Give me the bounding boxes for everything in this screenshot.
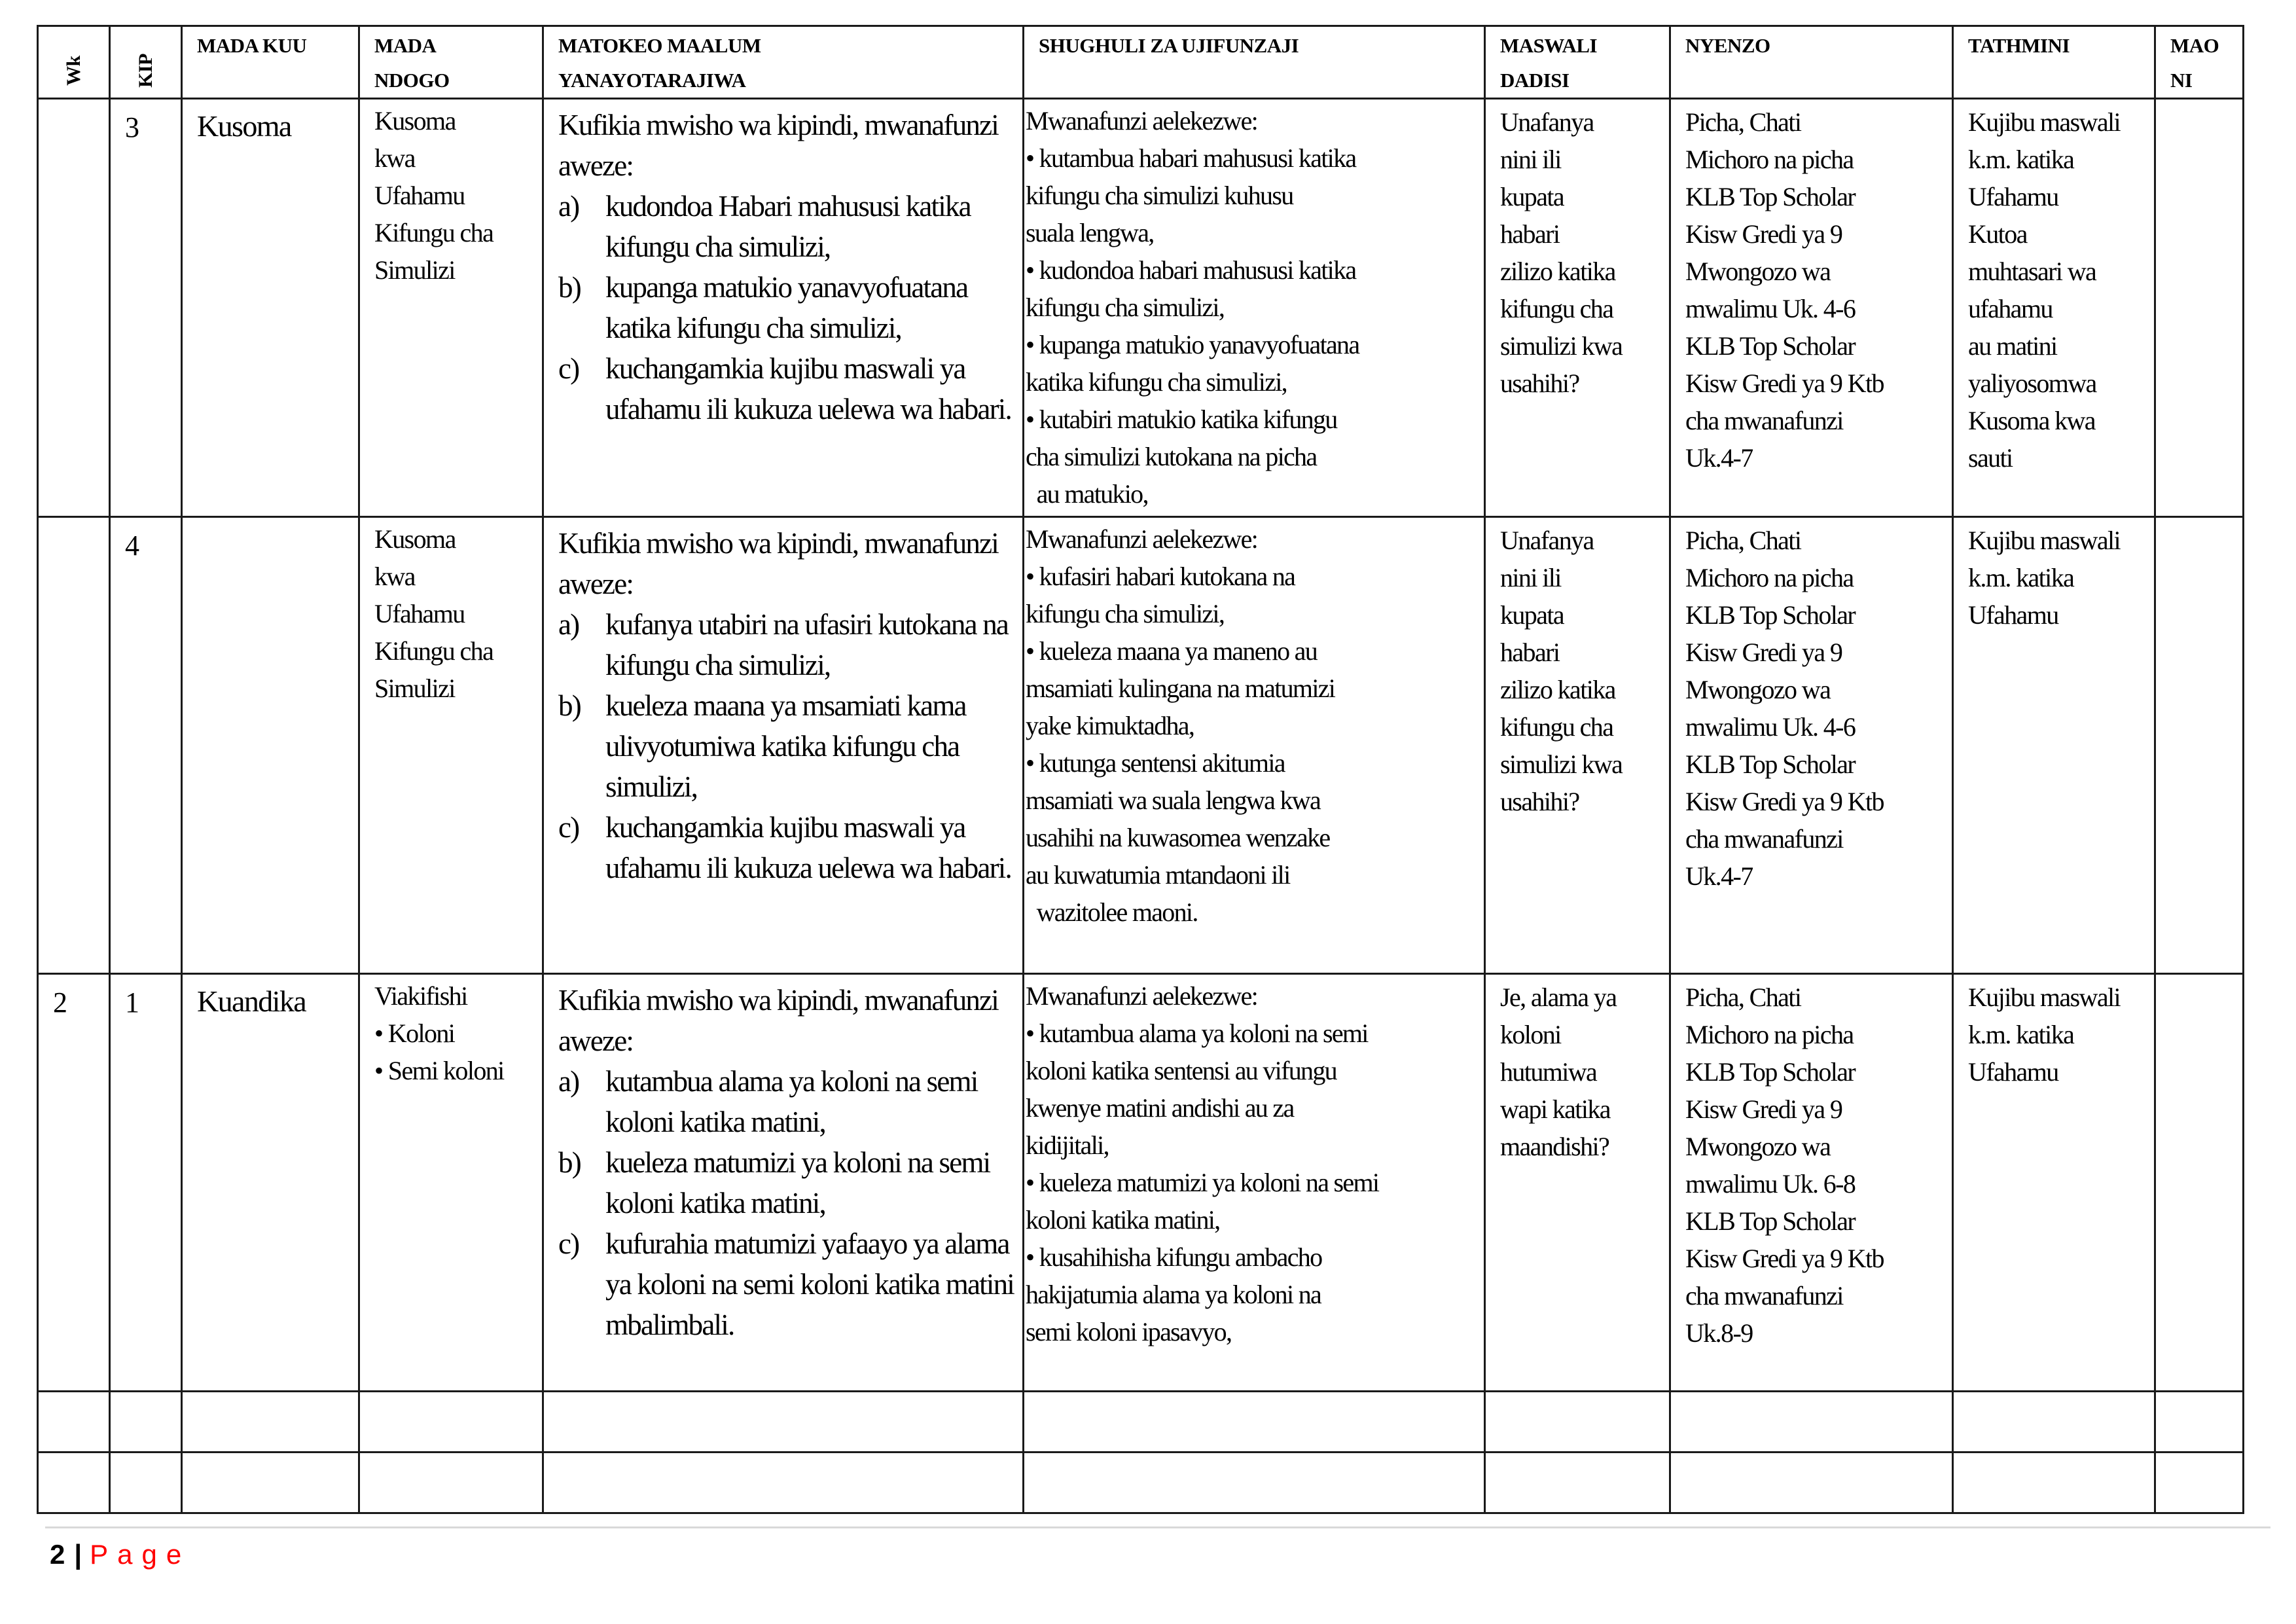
- cell-nyenzo-line: Michoro na picha: [1685, 145, 1854, 174]
- header-wk: Wk: [38, 26, 110, 99]
- cell-nyenzo-line: Mwongozo wa: [1685, 1132, 1831, 1161]
- header-mada-ndogo: MADA NDOGO: [359, 26, 543, 99]
- cell-wk: 2: [38, 974, 110, 1392]
- objective-item: [558, 1061, 1014, 1142]
- objectives-intro: Kufikia mwisho wa kipindi, mwanafunzi aweze:: [558, 984, 999, 1057]
- objective-item: [558, 807, 1014, 888]
- objective-label: c): [558, 1227, 579, 1260]
- cell-nyenzo-line: mwalimu Uk. 4-6: [1685, 712, 1856, 742]
- cell-tathmini-line: ufahamu: [1968, 294, 2053, 323]
- cell-nyenzo-line: cha mwanafunzi: [1685, 1281, 1843, 1310]
- cell-maswali-line: hutumiwa: [1500, 1057, 1597, 1087]
- activity-line: usahihi na kuwasomea wenzake: [1026, 823, 1330, 852]
- activity-line: hakijatumia alama ya koloni na: [1026, 1280, 1321, 1309]
- empty-cell[interactable]: [182, 1453, 359, 1513]
- cell-maswali-line: nini ili: [1500, 145, 1561, 174]
- activity-line: koloni katika sentensi au vifungu: [1026, 1056, 1336, 1085]
- objective-item: [558, 604, 1014, 685]
- cell-wk: [38, 517, 110, 974]
- objective-label: a): [558, 1065, 579, 1098]
- activity-line: yake kimuktadha,: [1026, 711, 1194, 740]
- cell-tathmini-line: k.m. katika: [1968, 1020, 2074, 1049]
- objectives-list: [558, 1061, 1014, 1345]
- page-number: 2: [50, 1539, 65, 1570]
- cell-mada-ndogo-line: Kusoma: [374, 106, 456, 135]
- cell-nyenzo-line: Picha, Chati: [1685, 983, 1801, 1012]
- cell-nyenzo-line: KLB Top Scholar: [1685, 331, 1856, 361]
- activity-line: Mwanafunzi aelekezwe:: [1026, 524, 1258, 554]
- cell-mada-ndogo-line: Kifungu cha: [374, 636, 493, 666]
- empty-cell[interactable]: [1024, 1392, 1485, 1453]
- cell-nyenzo-line: Kisw Gredi ya 9 Ktb: [1685, 1244, 1884, 1273]
- footer-separator: |: [74, 1539, 82, 1570]
- cell-maswali-line: nini ili: [1500, 563, 1561, 592]
- cell-tathmini-line: Kujibu maswali: [1968, 107, 2121, 137]
- cell-mada-ndogo-line: kwa: [374, 143, 415, 173]
- activity-line: au matukio,: [1026, 479, 1148, 509]
- cell-maswali-line: zilizo katika: [1500, 257, 1615, 286]
- activity-line: • kutunga sentensi akitumia: [1026, 748, 1285, 778]
- activity-line: suala lengwa,: [1026, 218, 1154, 247]
- cell-shughuli: [1024, 517, 1485, 974]
- empty-cell[interactable]: [1670, 1453, 1953, 1513]
- cell-maswali-line: maandishi?: [1500, 1132, 1609, 1161]
- empty-table-row: [38, 1453, 2244, 1513]
- cell-maswali-line: kupata: [1500, 182, 1564, 211]
- objective-item: [558, 267, 1014, 348]
- objective-label: a): [558, 190, 579, 223]
- cell-mada-ndogo-line: Simulizi: [374, 674, 455, 703]
- cell-maswali-line: kupata: [1500, 600, 1564, 630]
- cell-maswali-line: simulizi kwa: [1500, 749, 1623, 779]
- activity-line: katika kifungu cha simulizi,: [1026, 367, 1287, 397]
- activity-line: koloni katika matini,: [1026, 1205, 1220, 1235]
- cell-mada-ndogo: [359, 99, 543, 517]
- cell-tathmini-line: Ufahamu: [1968, 1057, 2058, 1087]
- cell-maswali-line: wapi katika: [1500, 1094, 1610, 1124]
- empty-cell[interactable]: [543, 1392, 1024, 1453]
- cell-nyenzo-line: mwalimu Uk. 4-6: [1685, 294, 1856, 323]
- objective-text: kueleza matumizi ya koloni na semi koloni katika matini,: [605, 1146, 990, 1219]
- objective-text: kuchangamkia kujibu maswali ya ufahamu ili kukuza uelewa wa habari.: [605, 352, 1011, 425]
- footer-divider: [45, 1526, 2270, 1528]
- header-maoni: MAO NI: [2155, 26, 2244, 99]
- activity-line: • kupanga matukio yanavyofuatana: [1026, 330, 1359, 359]
- cell-mada-ndogo: [359, 517, 543, 974]
- cell-nyenzo-line: Michoro na picha: [1685, 1020, 1854, 1049]
- cell-mada-ndogo: [359, 974, 543, 1392]
- objective-text: kufurahia matumizi yafaayo ya alama ya koloni na semi koloni katika matini mbalimbali.: [605, 1227, 1014, 1341]
- activity-line: msamiati kulingana na matumizi: [1026, 674, 1335, 703]
- cell-nyenzo-line: Uk.4-7: [1685, 443, 1753, 473]
- cell-shughuli: [1024, 99, 1485, 517]
- cell-tathmini-line: k.m. katika: [1968, 563, 2074, 592]
- empty-cell[interactable]: [1485, 1392, 1670, 1453]
- empty-cell[interactable]: [359, 1453, 543, 1513]
- cell-maswali-line: habari: [1500, 638, 1560, 667]
- cell-nyenzo-line: Michoro na picha: [1685, 563, 1854, 592]
- header-tathmini: TATHMINI: [1953, 26, 2155, 99]
- cell-mada-ndogo-line: Simulizi: [374, 255, 455, 285]
- objective-item: [558, 348, 1014, 429]
- cell-tathmini-line: Kujibu maswali: [1968, 983, 2121, 1012]
- cell-maswali: [1485, 99, 1670, 517]
- cell-maswali-line: zilizo katika: [1500, 675, 1615, 704]
- header-matokeo: MATOKEO MAALUM YANAYOTARAJIWA: [543, 26, 1024, 99]
- cell-maoni: [2155, 99, 2244, 517]
- activity-line: kifungu cha simulizi kuhusu: [1026, 181, 1293, 210]
- cell-maswali: [1485, 974, 1670, 1392]
- cell-matokeo: [543, 99, 1024, 517]
- cell-nyenzo-line: KLB Top Scholar: [1685, 1057, 1856, 1087]
- cell-maswali-line: Je, alama ya: [1500, 983, 1617, 1012]
- cell-tathmini-line: Ufahamu: [1968, 600, 2058, 630]
- objective-label: c): [558, 811, 579, 844]
- activity-line: kifungu cha simulizi,: [1026, 599, 1225, 628]
- cell-maswali-line: koloni: [1500, 1020, 1561, 1049]
- activity-line: kifungu cha simulizi,: [1026, 293, 1225, 322]
- cell-maoni: [2155, 974, 2244, 1392]
- cell-mada-ndogo-line: • Semi koloni: [374, 1056, 504, 1085]
- cell-maswali-line: habari: [1500, 219, 1560, 249]
- empty-cell[interactable]: [1953, 1392, 2155, 1453]
- cell-nyenzo-line: cha mwanafunzi: [1685, 406, 1843, 435]
- cell-shughuli: [1024, 974, 1485, 1392]
- activity-line: cha simulizi kutokana na picha: [1026, 442, 1317, 471]
- cell-tathmini: [1953, 517, 2155, 974]
- cell-tathmini-line: k.m. katika: [1968, 145, 2074, 174]
- objective-text: kueleza maana ya msamiati kama ulivyotumiwa katika kifungu cha simulizi,: [605, 689, 966, 803]
- cell-maswali-line: usahihi?: [1500, 787, 1579, 816]
- empty-cell[interactable]: [110, 1392, 182, 1453]
- header-row: [38, 26, 2244, 99]
- activity-line: kidijitali,: [1026, 1130, 1109, 1160]
- cell-mada-ndogo-line: Ufahamu: [374, 599, 465, 628]
- objective-text: kufanya utabiri na ufasiri kutokana na kifungu cha simulizi,: [605, 608, 1009, 681]
- cell-tathmini-line: Ufahamu: [1968, 182, 2058, 211]
- cell-maoni: [2155, 517, 2244, 974]
- cell-tathmini: [1953, 99, 2155, 517]
- empty-cell[interactable]: [1670, 1392, 1953, 1453]
- activity-line: • kusahihisha kifungu ambacho: [1026, 1242, 1322, 1272]
- header-kip: KIP: [110, 26, 182, 99]
- scheme-of-work-table: [37, 25, 2244, 1514]
- cell-nyenzo-line: KLB Top Scholar: [1685, 600, 1856, 630]
- objective-item: [558, 1142, 1014, 1223]
- objective-text: kupanga matukio yanavyofuatana katika kifungu cha simulizi,: [605, 271, 968, 344]
- activity-line: • kueleza maana ya maneno au: [1026, 636, 1318, 666]
- cell-nyenzo: [1670, 974, 1953, 1392]
- activity-line: Mwanafunzi aelekezwe:: [1026, 106, 1258, 135]
- empty-cell[interactable]: [38, 1453, 110, 1513]
- cell-nyenzo-line: KLB Top Scholar: [1685, 1206, 1856, 1236]
- objective-text: kuchangamkia kujibu maswali ya ufahamu ili kukuza uelewa wa habari.: [605, 811, 1011, 884]
- header-maswali: MASWALI DADISI: [1485, 26, 1670, 99]
- cell-nyenzo-line: Picha, Chati: [1685, 107, 1801, 137]
- activity-line: • kufasiri habari kutokana na: [1026, 562, 1295, 591]
- cell-nyenzo-line: mwalimu Uk. 6-8: [1685, 1169, 1856, 1199]
- page-label: Page: [90, 1539, 191, 1570]
- cell-nyenzo-line: Kisw Gredi ya 9: [1685, 219, 1842, 249]
- table-body: [38, 99, 2244, 1513]
- table-row: [38, 517, 2244, 974]
- cell-maswali-line: Unafanya: [1500, 107, 1594, 137]
- cell-wk: [38, 99, 110, 517]
- cell-tathmini: [1953, 974, 2155, 1392]
- cell-tathmini-line: Kutoa: [1968, 219, 2027, 249]
- objective-item: [558, 186, 1014, 267]
- cell-matokeo: [543, 974, 1024, 1392]
- empty-cell[interactable]: [359, 1392, 543, 1453]
- activity-line: • kutambua alama ya koloni na semi: [1026, 1019, 1368, 1048]
- cell-nyenzo-line: cha mwanafunzi: [1685, 824, 1843, 854]
- cell-mada-ndogo-line: Viakifishi: [374, 981, 467, 1011]
- cell-maswali-line: usahihi?: [1500, 369, 1579, 398]
- header-mada-kuu: MADA KUU: [182, 26, 359, 99]
- cell-maswali: [1485, 517, 1670, 974]
- objective-item: [558, 1223, 1014, 1345]
- cell-tathmini-line: Kujibu maswali: [1968, 526, 2121, 555]
- empty-cell[interactable]: [1485, 1453, 1670, 1513]
- activity-line: • kueleza matumizi ya koloni na semi: [1026, 1168, 1379, 1197]
- cell-mada-ndogo-line: kwa: [374, 562, 415, 591]
- page-footer: [50, 1535, 190, 1574]
- empty-table-row: [38, 1392, 2244, 1453]
- empty-cell[interactable]: [38, 1392, 110, 1453]
- cell-mada-kuu: [182, 517, 359, 974]
- empty-cell[interactable]: [182, 1392, 359, 1453]
- cell-nyenzo-line: KLB Top Scholar: [1685, 182, 1856, 211]
- empty-cell[interactable]: [1953, 1453, 2155, 1513]
- cell-nyenzo: [1670, 517, 1953, 974]
- activity-line: semi koloni ipasavyo,: [1026, 1317, 1232, 1346]
- table-row: [38, 974, 2244, 1392]
- activity-line: • kutambua habari mahususi katika: [1026, 143, 1356, 173]
- cell-tathmini-line: Kusoma kwa: [1968, 406, 2095, 435]
- activity-line: • kudondoa habari mahususi katika: [1026, 255, 1356, 285]
- table-row: [38, 99, 2244, 517]
- objective-label: b): [558, 271, 581, 304]
- cell-tathmini-line: muhtasari wa: [1968, 257, 2096, 286]
- empty-cell[interactable]: [543, 1453, 1024, 1513]
- empty-cell[interactable]: [2155, 1392, 2244, 1453]
- cell-nyenzo-line: Picha, Chati: [1685, 526, 1801, 555]
- cell-mada-kuu: Kuandika: [182, 974, 359, 1392]
- activity-line: • kutabiri matukio katika kifungu: [1026, 405, 1337, 434]
- cell-kip: 4: [110, 517, 182, 974]
- cell-matokeo: [543, 517, 1024, 974]
- activity-line: kwenye matini andishi au za: [1026, 1093, 1294, 1123]
- objective-label: b): [558, 689, 581, 722]
- cell-nyenzo: [1670, 99, 1953, 517]
- cell-tathmini-line: au matini: [1968, 331, 2057, 361]
- cell-nyenzo-line: Mwongozo wa: [1685, 257, 1831, 286]
- objective-text: kudondoa Habari mahususi katika kifungu cha simulizi,: [605, 190, 971, 263]
- objective-item: [558, 685, 1014, 807]
- objectives-list: [558, 604, 1014, 888]
- cell-mada-ndogo-line: Kifungu cha: [374, 218, 493, 247]
- cell-nyenzo-line: Kisw Gredi ya 9 Ktb: [1685, 787, 1884, 816]
- empty-cell[interactable]: [2155, 1453, 2244, 1513]
- objectives-intro: Kufikia mwisho wa kipindi, mwanafunzi aweze:: [558, 527, 999, 600]
- cell-nyenzo-line: Kisw Gredi ya 9 Ktb: [1685, 369, 1884, 398]
- cell-tathmini-line: yaliyosomwa: [1968, 369, 2096, 398]
- cell-maswali-line: Unafanya: [1500, 526, 1594, 555]
- objectives-list: [558, 186, 1014, 429]
- cell-maswali-line: simulizi kwa: [1500, 331, 1623, 361]
- activity-line: au kuwatumia mtandaoni ili: [1026, 860, 1290, 890]
- activity-line: Mwanafunzi aelekezwe:: [1026, 981, 1258, 1011]
- activity-line: msamiati wa suala lengwa kwa: [1026, 785, 1321, 815]
- cell-maswali-line: kifungu cha: [1500, 294, 1613, 323]
- cell-kip: 1: [110, 974, 182, 1392]
- cell-kip: 3: [110, 99, 182, 517]
- cell-nyenzo-line: Uk.4-7: [1685, 861, 1753, 891]
- objective-label: c): [558, 352, 579, 385]
- objective-label: b): [558, 1146, 581, 1179]
- cell-mada-ndogo-line: • Koloni: [374, 1019, 455, 1048]
- cell-mada-ndogo-line: Kusoma: [374, 524, 456, 554]
- activity-line: wazitolee maoni.: [1026, 897, 1198, 927]
- header-nyenzo: NYENZO: [1670, 26, 1953, 99]
- empty-cell[interactable]: [110, 1453, 182, 1513]
- cell-nyenzo-line: Kisw Gredi ya 9: [1685, 1094, 1842, 1124]
- objective-text: kutambua alama ya koloni na semi koloni katika matini,: [605, 1065, 978, 1138]
- cell-nyenzo-line: Mwongozo wa: [1685, 675, 1831, 704]
- cell-nyenzo-line: Kisw Gredi ya 9: [1685, 638, 1842, 667]
- cell-tathmini-line: sauti: [1968, 443, 2013, 473]
- cell-maswali-line: kifungu cha: [1500, 712, 1613, 742]
- header-shughuli: SHUGHULI ZA UJIFUNZAJI: [1024, 26, 1485, 99]
- cell-mada-ndogo-line: Ufahamu: [374, 181, 465, 210]
- objectives-intro: Kufikia mwisho wa kipindi, mwanafunzi aweze:: [558, 109, 999, 182]
- cell-nyenzo-line: Uk.8-9: [1685, 1318, 1753, 1348]
- empty-cell[interactable]: [1024, 1453, 1485, 1513]
- cell-mada-kuu: Kusoma: [182, 99, 359, 517]
- objective-label: a): [558, 608, 579, 641]
- cell-nyenzo-line: KLB Top Scholar: [1685, 749, 1856, 779]
